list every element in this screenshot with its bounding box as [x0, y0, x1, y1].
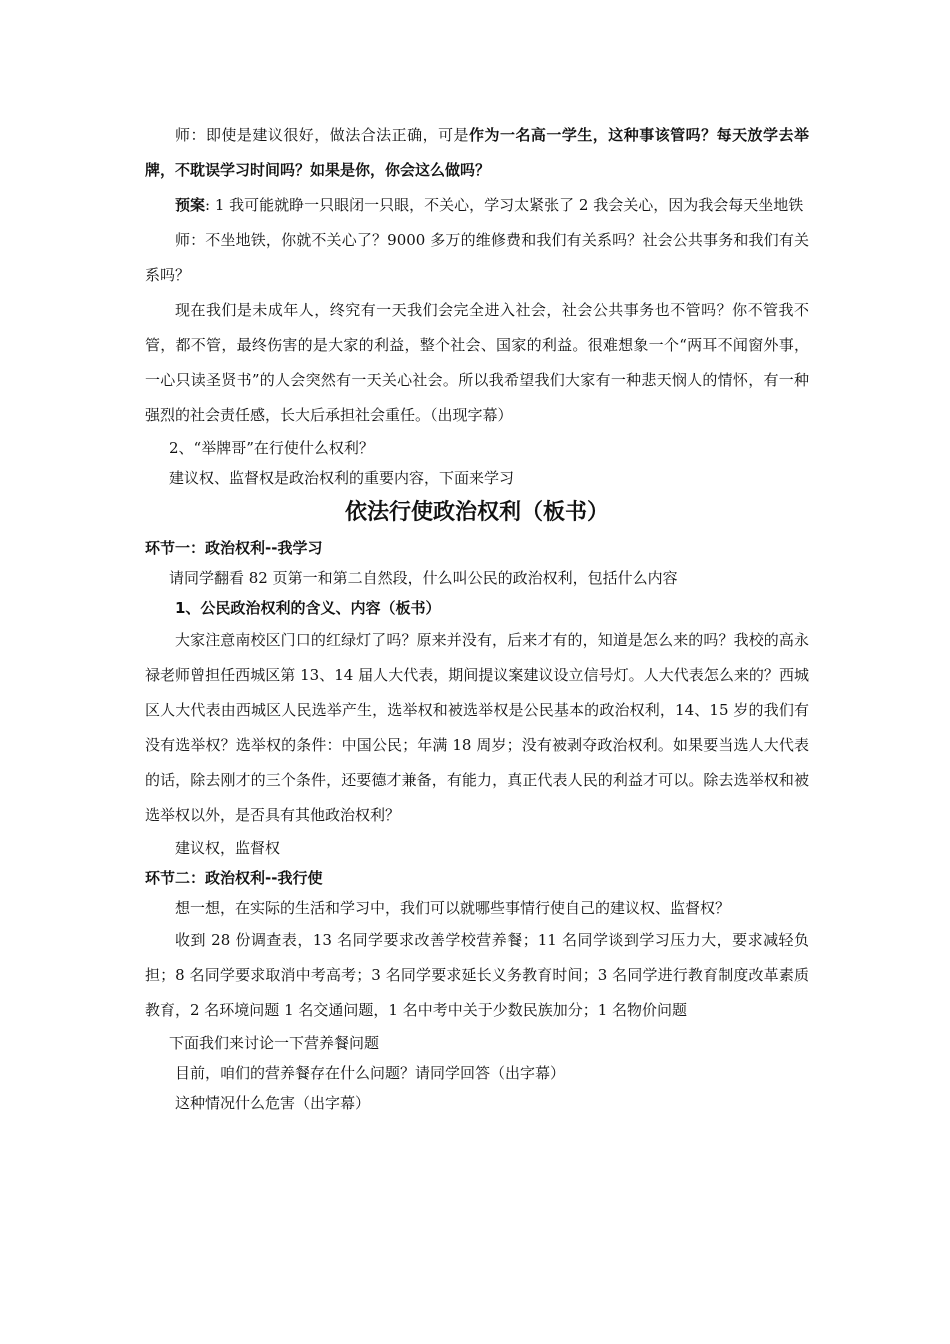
responsibility-paragraph: 现在我们是未成年人，终究有一天我们会完全进入社会，社会公共事务也不管吗？你不管我不管，都不管，最终伤害的是大家的利益，整个社会、国家的利益。很难想象一个“两耳不闻窗外事，一心只读圣贤书”的人会突然有一天关心社会。所以我希望我们大家有一种悲天悯人的情怀，有一种强烈的社会责任感，长大后承担社会重任。（出现字幕）: [145, 301, 809, 424]
lunch-question: 目前，咱们的营养餐存在什么问题？请同学回答（出字幕）: [175, 1064, 566, 1082]
teacher-question-paragraph: [145, 118, 809, 188]
plan-paragraph: [145, 188, 809, 223]
transition-line: 建议权、监督权是政治权利的重要内容，下面来学习: [169, 469, 515, 487]
subway-paragraph: 师：不坐地铁，你就不关心了？9000 多万的维修费和我们有关系吗？社会公共事务和我们有关系吗？: [145, 231, 809, 284]
section-1-answer: 建议权，监督权: [175, 839, 281, 857]
teacher-question-bold: 作为一名高一学生，这种事该管吗？每天放学去举牌，不耽误学习时间吗？如果是你，你会这么做吗？: [145, 126, 809, 179]
plan-label: 预案: [175, 196, 206, 214]
page-title: 依法行使政治权利（板书）: [344, 500, 609, 525]
question-2: 2、“举牌哥”在行使什么权利？: [169, 439, 374, 457]
discussion-line: 下面我们来讨论一下营养餐问题: [169, 1034, 380, 1052]
section-1-subheading: 1、公民政治权利的含义、内容（板书）: [175, 599, 441, 617]
section-1-body: 大家注意南校区门口的红绿灯了吗？原来并没有，后来才有的，知道是怎么来的吗？我校的高永禄老师曾担任西城区第 13、14 届人大代表，期间提议案建议设立信号灯。人大代表怎么来的？西城区人大代表由西城区人民选举产生，选举权和被选举权是公民基本的政治权利，14、15 岁的我们有没有选举权？选举权的条件：中国公民；年满 18 周岁；没有被剥夺政治权利。如果要当选人大代表的话，除去刚才的三个条件，还要德才兼备，有能力，真正代表人民的利益才可以。除去选举权和被选举权以外，是否具有其他政治权利？: [145, 631, 809, 824]
section-1-intro: 请同学翻看 82 页第一和第二自然段，什么叫公民的政治权利，包括什么内容: [169, 569, 678, 587]
harm-question: 这种情况什么危害（出字幕）: [175, 1094, 371, 1112]
plan-text: : 1 我可能就睁一只眼闭一只眼，不关心，学习太紧张了 2 我会关心，因为我会每天坐地铁: [205, 196, 804, 214]
section-2-heading: 环节二：政治权利--我行使: [145, 869, 323, 887]
teacher-question-plain: 师：即使是建议很好，做法合法正确，可是: [175, 126, 470, 144]
section-2-question: 想一想，在实际的生活和学习中，我们可以就哪些事情行使自己的建议权、监督权？: [175, 899, 731, 917]
section-1-heading: 环节一：政治权利--我学习: [145, 539, 323, 557]
survey-paragraph: 收到 28 份调查表，13 名同学要求改善学校营养餐；11 名同学谈到学习压力大，要求减轻负担；8 名同学要求取消中考高考；3 名同学要求延长义务教育时间；3 名同学进行教育制度改革素质教育，2 名环境问题 1 名交通问题，1 名中考中关于少数民族加分；1 名物价问题: [145, 931, 809, 1019]
document-page: [145, 118, 809, 1118]
